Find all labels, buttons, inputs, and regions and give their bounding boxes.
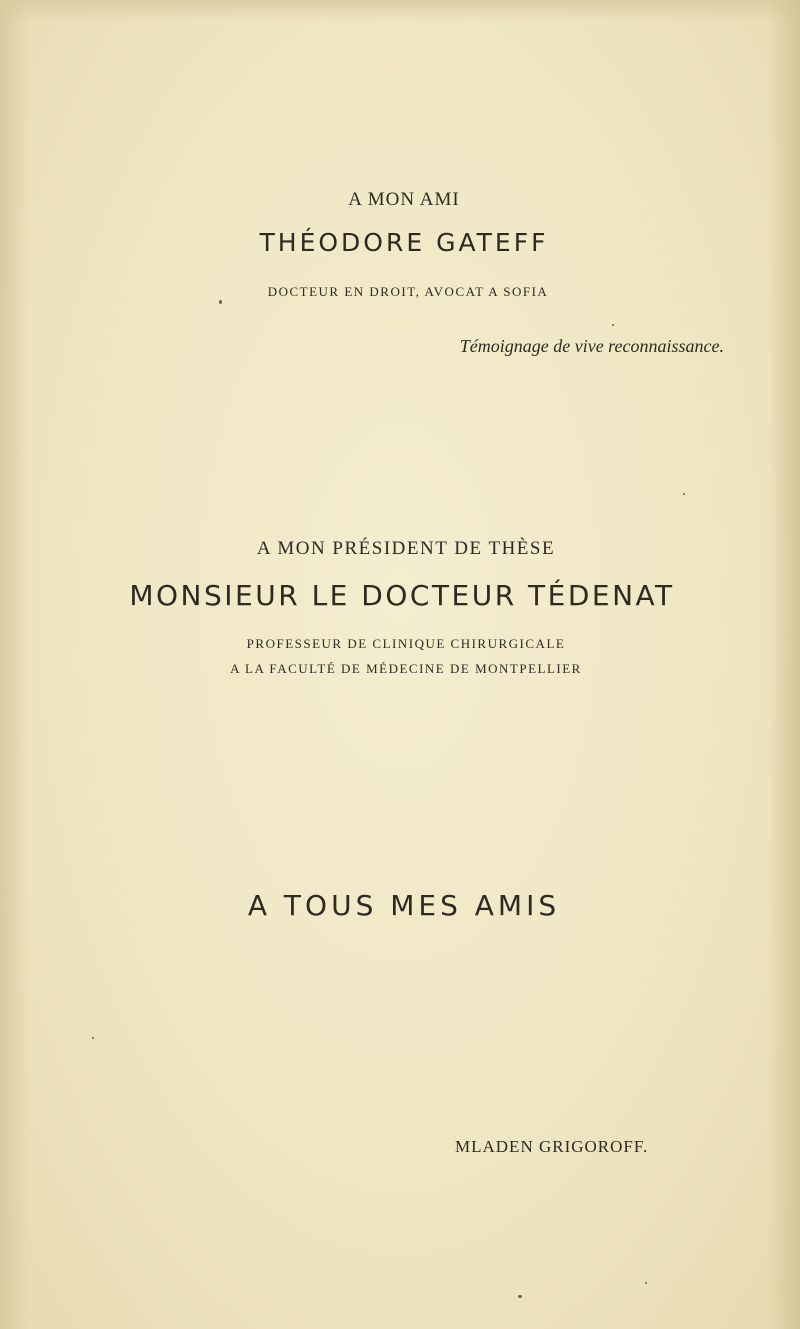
paper-speck [612,324,614,326]
dedicatee-name-president: MONSIEUR LE DOCTEUR TÉDENAT [129,579,675,612]
dedicatee-title-president-line-1: PROFESSEUR DE CLINIQUE CHIRURGICALE [246,636,566,651]
paper-speck [92,1037,94,1039]
dedicatee-name-friend: THÉODORE GATEFF [259,228,549,257]
paper-speck [683,493,685,495]
dedication-heading-president: A MON PRÉSIDENT DE THÈSE [256,538,556,559]
dedicatee-title-friend: DOCTEUR EN DROIT, AVOCAT A SOFIA [267,284,549,299]
page-edge-top [0,0,800,22]
thanks-note: Témoignage de vive reconnaissance. [459,336,724,356]
dedicatee-title-president-line-2: A LA FACULTÉ DE MÉDECINE DE MONTPELLIER [230,661,582,676]
paper-speck [645,1282,647,1284]
dedication-heading-friends: A TOUS MES AMIS [247,889,561,922]
author-signature: MLADEN GRIGOROFF. [455,1137,649,1156]
paper-speck [219,300,222,304]
paper-speck [518,1295,522,1298]
dedication-heading-friend: A MON AMI [348,189,460,210]
